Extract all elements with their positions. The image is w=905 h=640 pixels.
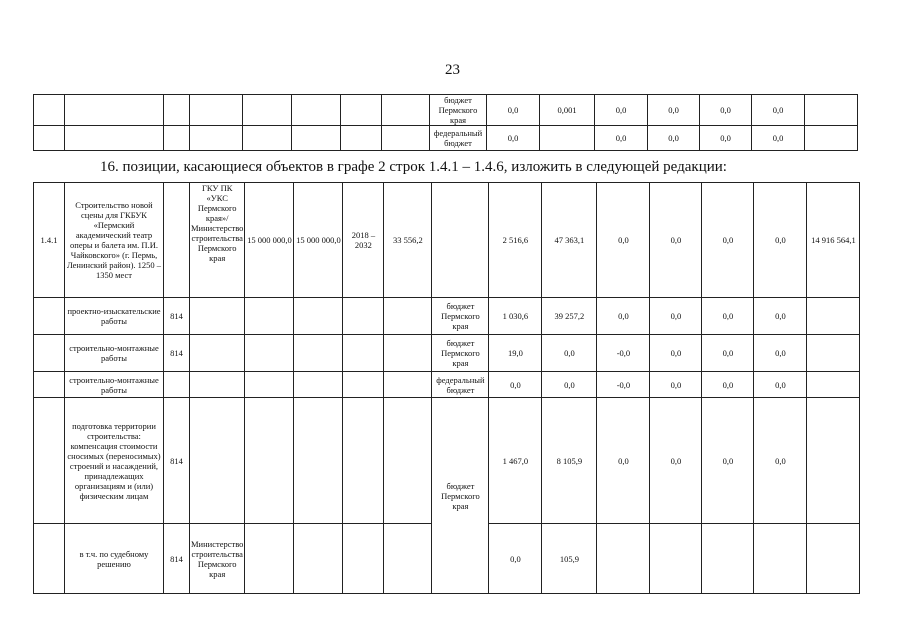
value-cell: 0,0 (597, 298, 650, 335)
value-cell: 0,0 (597, 183, 650, 298)
work-name: в т.ч. по судебному решению (65, 524, 164, 594)
value-cell: 0,0 (648, 95, 700, 126)
value-cell: 0,0 (754, 372, 807, 398)
value-cell: 0,0 (752, 95, 805, 126)
done-cell: 33 556,2 (384, 183, 432, 298)
table-row (34, 126, 858, 151)
value-cell: 0,0 (754, 335, 807, 372)
value-cell: 0,0 (542, 372, 597, 398)
section-heading: 16. позиции, касающиеся объектов в графе 2 строк 1.4.1 – 1.4.6, изложить в следующей редакции: (100, 159, 727, 175)
customer-cell: Министерство строительства Пермского края (190, 524, 245, 594)
row-number: 1.4.1 (34, 183, 65, 298)
value-cell: 0,0 (650, 372, 702, 398)
value-cell: 0,0 (702, 335, 754, 372)
value-cell: 2 516,6 (489, 183, 542, 298)
cost-cell: 15 000 000,0 (294, 183, 343, 298)
value-cell: 0,0 (595, 95, 648, 126)
value-cell: 0,0 (702, 372, 754, 398)
budget-cell: бюджет Пермского края (430, 95, 487, 126)
table-row (34, 335, 860, 372)
value-cell (540, 126, 595, 151)
table-row (34, 95, 858, 126)
work-name: строительно-монтажные работы (65, 372, 164, 398)
code-cell (164, 372, 190, 398)
value-cell: 0,0 (542, 335, 597, 372)
value-cell: 0,0 (487, 95, 540, 126)
value-cell: 1 030,6 (489, 298, 542, 335)
value-cell: 0,0 (489, 372, 542, 398)
objects-table (33, 182, 860, 594)
value-cell: 0,0 (597, 398, 650, 524)
value-cell: -0,0 (597, 335, 650, 372)
object-name: Строительство новой сцены для ГКБУК «Пермский академический театр оперы и балета им. П.И. Чайковского» (г. Пермь, Ленинский район). 1250 – 1350 мест (65, 183, 164, 298)
period-cell: 2018 – 2032 (343, 183, 384, 298)
remain-cell: 14 916 564,1 (807, 183, 860, 298)
table-row (34, 398, 860, 524)
code-cell: 814 (164, 335, 190, 372)
value-cell: 0,0 (650, 398, 702, 524)
value-cell: 0,0 (754, 398, 807, 524)
budget-cell: бюджет Пермского края (432, 398, 489, 594)
table-row (34, 372, 860, 398)
value-cell: 0,0 (648, 126, 700, 151)
code-cell: 814 (164, 298, 190, 335)
budget-cell: бюджет Пермского края (432, 298, 489, 335)
value-cell: 39 257,2 (542, 298, 597, 335)
value-cell: 0,0 (489, 524, 542, 594)
value-cell: 0,0 (754, 183, 807, 298)
value-cell: 0,0 (487, 126, 540, 151)
value-cell: 0,0 (650, 183, 702, 298)
value-cell: 0,0 (595, 126, 648, 151)
table-row (34, 183, 860, 298)
value-cell: 0,0 (650, 298, 702, 335)
work-name: подготовка территории строительства: компенсация стоимости сносимых (переносимых) строений и насаждений, принадлежащих организациям и (или) физическим лицам (65, 398, 164, 524)
budget-cell: федеральный бюджет (430, 126, 487, 151)
value-cell: 105,9 (542, 524, 597, 594)
value-cell: 0,0 (650, 335, 702, 372)
table-row (34, 298, 860, 335)
value-cell: 47 363,1 (542, 183, 597, 298)
budget-cell: федеральный бюджет (432, 372, 489, 398)
work-name: строительно-монтажные работы (65, 335, 164, 372)
value-cell: 0,0 (702, 398, 754, 524)
value-cell: 8 105,9 (542, 398, 597, 524)
budget-cell: бюджет Пермского края (432, 335, 489, 372)
page-number: 23 (445, 62, 460, 78)
value-cell: 0,0 (700, 95, 752, 126)
value-cell: 0,001 (540, 95, 595, 126)
code-cell: 814 (164, 524, 190, 594)
value-cell: 1 467,0 (489, 398, 542, 524)
work-name: проектно-изыскательские работы (65, 298, 164, 335)
value-cell: 0,0 (700, 126, 752, 151)
value-cell: 19,0 (489, 335, 542, 372)
value-cell: 0,0 (752, 126, 805, 151)
value-cell: 0,0 (702, 183, 754, 298)
value-cell: 0,0 (754, 298, 807, 335)
cost-cell: 15 000 000,0 (245, 183, 294, 298)
value-cell: -0,0 (597, 372, 650, 398)
value-cell: 0,0 (702, 298, 754, 335)
continuation-table (33, 94, 858, 151)
code-cell: 814 (164, 398, 190, 524)
customer-cell: ГКУ ПК «УКС Пермского края»/ Министерство строительства Пермского края (190, 183, 245, 298)
